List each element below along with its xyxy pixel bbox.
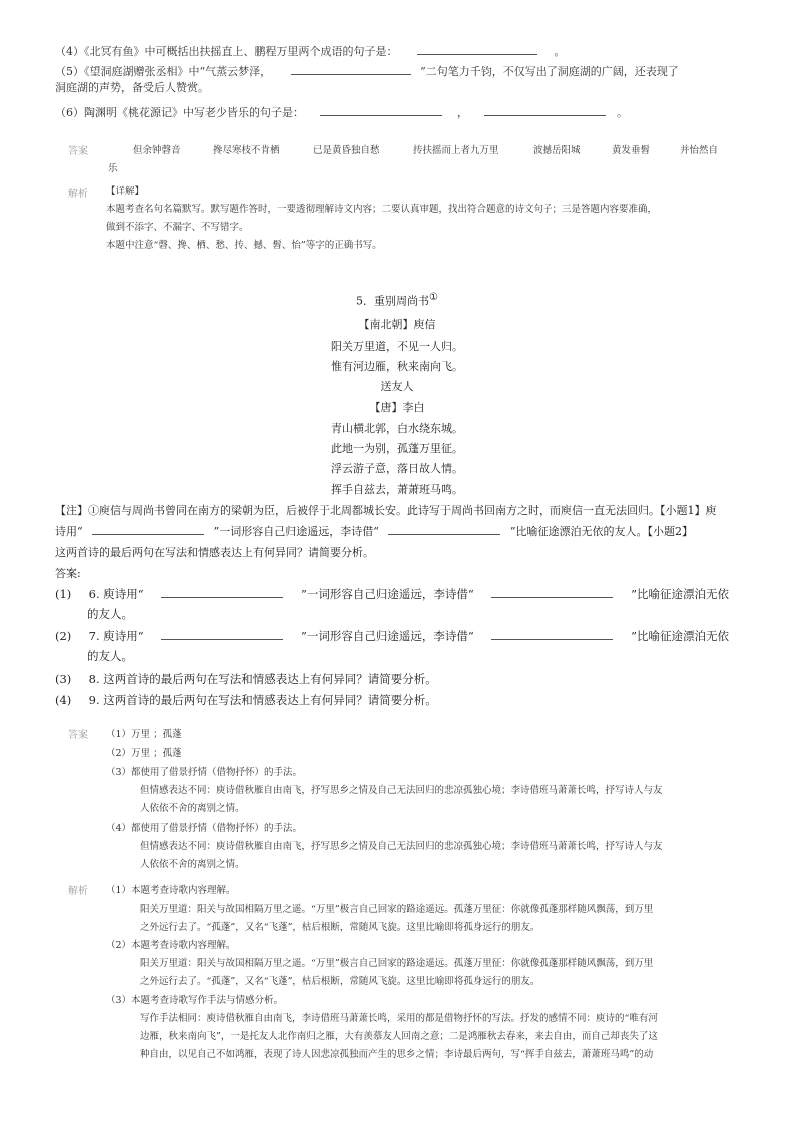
subquestion-number: (4): [55, 693, 72, 707]
analysis-label: 解析: [68, 189, 88, 200]
analysis-line: （3）本题考查诗歌写作手法与情感分析。: [106, 995, 284, 1006]
answer-line: 人依依不舍的离别之情。: [140, 859, 245, 870]
answer-blank[interactable]: [291, 62, 411, 75]
subquestion-text: ”比喻征途漂泊无依: [631, 629, 729, 643]
analysis-label: 解析: [68, 886, 88, 897]
subquestion-1-cont: 的友人。: [87, 607, 133, 621]
answer-blank[interactable]: [484, 103, 606, 116]
answer-blank[interactable]: [161, 585, 283, 598]
note-text: ”比喻征途漂泊无依的友人。【小题2】: [509, 525, 693, 538]
footnote-marker: ①: [429, 292, 438, 303]
analysis-line: 种自由，以见自己不如鸿雁，表现了诗人因悲凉孤独而产生的思乡之情；李诗最后两句，写“挥手自兹去，萧萧班马鸣”的动: [140, 1049, 654, 1060]
answer-blank[interactable]: [417, 42, 537, 55]
subquestion-text: ”一词形容自己归途遥远，李诗借“: [300, 587, 474, 601]
question-4: [55, 42, 566, 60]
answer-blank[interactable]: [320, 103, 442, 116]
question-6: [55, 103, 628, 121]
poem-title-2: 送友人: [380, 380, 414, 393]
question-5-suffix: ”二句笔力千钧，不仅写出了洞庭湖的广阔，还表现了: [420, 65, 679, 78]
poem-line: 阳关万里道，不见一人归。: [331, 340, 463, 353]
answer-blank[interactable]: [92, 522, 204, 535]
analysis-line: （2）本题考查诗歌内容理解。: [106, 940, 236, 951]
note-line-2: [55, 522, 745, 541]
question-5-text: （5）《望洞庭湖赠张丞相》中“气蒸云梦泽，: [55, 65, 272, 78]
answer-line: （2）万里 ；孤蓬: [106, 748, 182, 759]
analysis-line: 之外远行去了。“孤蓬”，又名“飞蓬”，枯后根断，常随风飞旋。这里比喻即将孤身远行的朋友。: [140, 976, 540, 987]
analysis-line: （1）本题考查诗歌内容理解。: [106, 885, 236, 896]
analysis-line: 做到不添字、不漏字、不写错字。: [106, 222, 249, 233]
answer-item: 搀尽寒枝不肯栖: [213, 145, 280, 156]
answer-blank[interactable]: [388, 522, 500, 535]
note-line-3: 这两首诗的最后两句在写法和情感表达上有何异同？请简要分析。: [55, 546, 374, 559]
question-6-suffix: 。: [617, 106, 628, 119]
answer-line: （1）万里 ；孤蓬: [106, 729, 182, 740]
poem-author: 【南北朝】庾信: [358, 318, 436, 331]
poem-title: [0, 292, 794, 309]
subquestion-4: [55, 691, 437, 710]
answer-line: （3）都使用了借景抒情（借物抒怀）的手法。: [106, 767, 303, 778]
poem-line: 挥手自兹去，萧萧班马鸣。: [331, 483, 463, 496]
answer-item: 抟扶摇而上者九万里: [413, 145, 499, 156]
note-text: ”一词形容自己归途遥远，李诗借“: [213, 525, 379, 538]
answer-label: 答案: [68, 730, 88, 741]
subquestion-text: 7. 庾诗用“: [88, 629, 144, 643]
question-6-text: （6）陶渊明《桃花源记》中写老少皆乐的句子是：: [55, 106, 304, 119]
subquestion-1: [55, 585, 729, 604]
subquestion-number: (1): [55, 587, 72, 601]
subquestion-2-cont: 的友人。: [87, 649, 133, 663]
poem-line: 浮云游子意，落日故人情。: [331, 462, 463, 475]
question-4-text: （4）《北冥有鱼》中可概括出扶摇直上、鹏程万里两个成语的句子是：: [55, 45, 398, 58]
question-5: [55, 62, 679, 80]
question-5-line2: 洞庭湖的声势，备受后人赞赏。: [55, 81, 209, 94]
analysis-line: 本题中注意“磬、搀、栖、愁、抟、撼、髫、怡”等字的正确书写。: [106, 240, 382, 251]
answer-item: 但余钟磬音: [133, 145, 181, 156]
analysis-line: 之外远行去了。“孤蓬”，又名“飞蓬”，枯后根断，常随风飞旋。这里比喻即将孤身远行的朋友。: [140, 922, 540, 933]
poem-line: 惟有河边雁，秋来南向飞。: [331, 360, 463, 373]
subquestion-text: ”一词形容自己归途遥远，李诗借“: [300, 629, 474, 643]
analysis-head: 【详解】: [106, 186, 145, 197]
answer-section-label: 答案:: [55, 567, 81, 580]
subquestion-number: (3): [55, 672, 72, 686]
answer-line: 人依依不舍的离别之情。: [140, 803, 245, 814]
analysis-line: 写作手法相同：庾诗借秋雁自由南飞，李诗借班马萧萧长鸣，采用的都是借物抒怀的写法。抒发的感情不同：庾诗的“唯有河: [140, 1013, 658, 1024]
analysis-line: 边雁，秋来南向飞”，一是托友人北作南归之雁，大有羡慕友人回南之意；二是鸿雁秋去春来，来去自由，而自己却丧失了这: [140, 1031, 658, 1042]
subquestion-text: 6. 庾诗用“: [88, 587, 144, 601]
answer-item-tail: 乐: [108, 163, 118, 174]
answer-item: 已是黄昏独自愁: [313, 145, 380, 156]
answer-item: 并怡然自: [680, 145, 719, 156]
answer-item: 黄发垂髫: [612, 145, 651, 156]
poem-line: 此地一为别，孤蓬万里征。: [331, 442, 463, 455]
answer-blank[interactable]: [161, 627, 283, 640]
answer-line: （4）都使用了借景抒情（借物抒怀）的手法。: [106, 823, 303, 834]
answer-item: 波撼岳阳城: [533, 145, 581, 156]
answer-label: 答案: [68, 146, 88, 157]
question-4-suffix: 。: [554, 45, 566, 58]
subquestion-text: 8. 这两首诗的最后两句在写法和情感表达上有何异同？请简要分析。: [88, 672, 437, 686]
subquestion-3: [55, 670, 437, 689]
note-line-1: 【注】①庾信与周尚书曾同在南方的梁朝为臣，后被俘于北周都城长安。此诗写于周尚书回南方之时，而庾信一直无法回归。【小题1】庾: [55, 504, 717, 517]
subquestion-2: [55, 627, 729, 646]
analysis-line: 阳关万里道：阳关与故国相隔万里之遥。“万里”极言自己回家的路途遥远。孤蓬万里征：你就像孤蓬那样随风飘荡，到万里: [140, 904, 654, 915]
subquestion-text: 9. 这两首诗的最后两句在写法和情感表达上有何异同？请简要分析。: [88, 693, 437, 707]
poem-line: 青山横北郭，白水绕东城。: [331, 422, 463, 435]
answer-line: 但情感表达不同：庾诗借秋雁自由南飞，抒写思乡之情及自己无法回归的悲凉孤独心境；李诗借班马萧萧长鸣，抒写诗人与友: [140, 785, 663, 796]
analysis-line: 阳关万里道：阳关与故国相隔万里之遥。“万里”极言自己回家的路途遥远。孤蓬万里征：你就像孤蓬那样随风飘荡，到万里: [140, 958, 654, 969]
answer-line: 但情感表达不同：庾诗借秋雁自由南飞，抒写思乡之情及自己无法回归的悲凉孤独心境；李诗借班马萧萧长鸣，抒写诗人与友: [140, 841, 663, 852]
subquestion-number: (2): [55, 629, 72, 643]
subquestion-text: ”比喻征途漂泊无依: [631, 587, 729, 601]
note-text: 诗用“: [55, 525, 83, 538]
poem-title-text: 5．重别周尚书: [356, 294, 430, 308]
answer-blank[interactable]: [491, 627, 613, 640]
question-6-comma: ，: [457, 106, 468, 119]
analysis-line: 本题考查名句名篇默写。默写题作答时，一要透彻理解诗文内容；二要认真审题，找出符合题意的诗文句子；三是答题内容要准确，: [106, 204, 658, 215]
answer-blank[interactable]: [491, 585, 613, 598]
poem-author-2: 【唐】李白: [369, 401, 425, 414]
